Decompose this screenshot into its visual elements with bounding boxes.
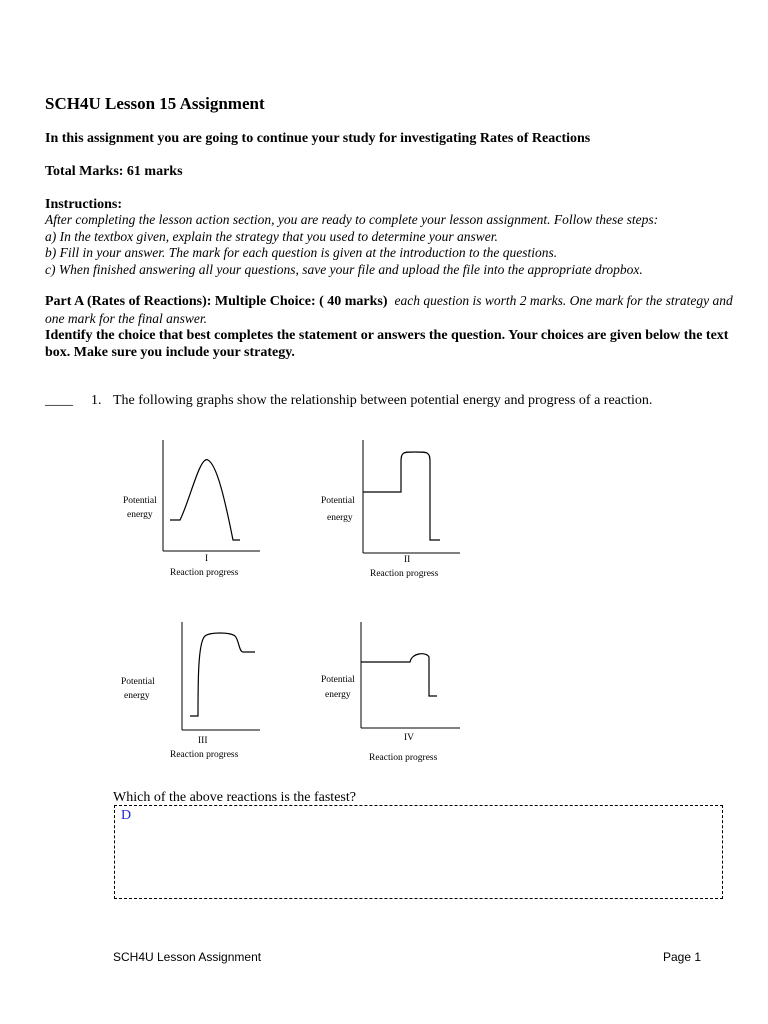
energy-curve <box>363 452 440 540</box>
graph-numeral: IV <box>404 733 415 743</box>
instruction-line: c) When finished answering all your questions, save your file and upload the file into the appropriate dropbox. <box>45 262 643 277</box>
graph-numeral: I <box>205 554 209 564</box>
intro-text: In this assignment you are going to continue your study for investigating Rates of Reactions <box>45 131 591 146</box>
y-label-line2: energy <box>127 510 153 520</box>
page-title: SCH4U Lesson 15 Assignment <box>45 94 265 113</box>
instructions-heading: Instructions: <box>45 197 123 212</box>
graph-numeral: III <box>198 736 208 746</box>
question-number: 1. <box>91 393 102 408</box>
total-marks: Total Marks: 61 marks <box>45 164 183 179</box>
graph-iii-svg <box>115 622 275 767</box>
x-label: Reaction progress <box>170 750 239 760</box>
y-label-line1: Potential <box>321 675 355 685</box>
question-text: The following graphs show the relationship between potential energy and progress of a reaction. <box>113 393 653 408</box>
y-label-line2: energy <box>124 691 150 701</box>
question-prompt: Which of the above reactions is the fastest? <box>113 790 356 805</box>
y-label-line1: Potential <box>321 496 355 506</box>
part-a-heading: Part A (Rates of Reactions): Multiple Choice: ( 40 marks) <box>45 294 388 309</box>
graph-i-svg <box>115 440 275 585</box>
energy-curve <box>361 654 437 696</box>
part-a-note: each question is worth 2 marks. One mark for the strategy and one mark for the final answer. <box>45 293 733 326</box>
instruction-line: b) Fill in your answer. The mark for each question is given at the introduction to the questions. <box>45 245 558 260</box>
graph-ii-svg <box>315 440 475 585</box>
answer-text[interactable]: D <box>121 808 132 823</box>
answer-textbox[interactable] <box>114 805 723 899</box>
part-a-directions: Identify the choice that best completes the statement or answers the question. Your choices are given below the text box. Make sure you include your strategy. <box>45 328 729 360</box>
y-label-line2: energy <box>327 513 353 523</box>
graph-i <box>115 440 275 590</box>
x-label: Reaction progress <box>369 753 438 763</box>
x-label: Reaction progress <box>170 568 239 578</box>
part-a-section <box>45 293 735 361</box>
graph-ii <box>315 440 475 590</box>
footer-left: SCH4U Lesson Assignment <box>113 950 262 964</box>
graph-iv <box>315 622 475 772</box>
footer-page-number: Page 1 <box>663 950 702 964</box>
graph-iv-svg <box>315 622 475 767</box>
x-label: Reaction progress <box>370 569 439 579</box>
graph-numeral: II <box>404 555 411 565</box>
y-label-line1: Potential <box>121 677 155 687</box>
energy-curve <box>170 460 240 540</box>
energy-curve <box>190 633 255 716</box>
instruction-line: After completing the lesson action section, you are ready to complete your lesson assignment. Follow these steps: <box>45 212 659 227</box>
y-label-line2: energy <box>325 690 351 700</box>
answer-blank[interactable]: ____ <box>45 393 73 408</box>
y-label-line1: Potential <box>123 496 157 506</box>
graph-iii <box>115 622 275 772</box>
instruction-line: a) In the textbox given, explain the strategy that you used to determine your answer. <box>45 229 498 244</box>
